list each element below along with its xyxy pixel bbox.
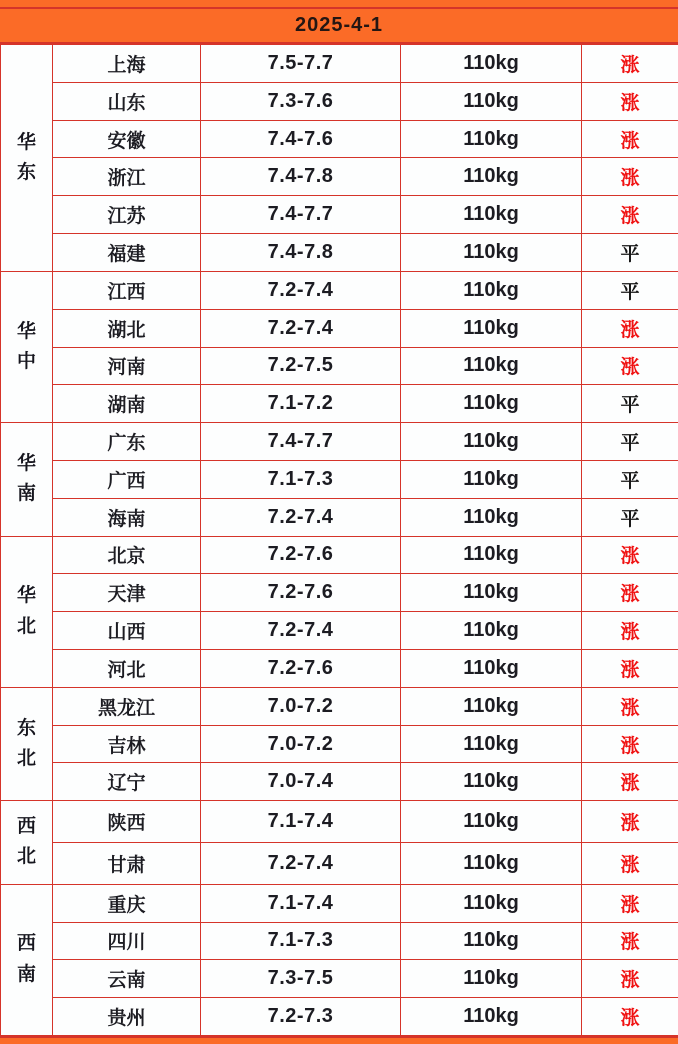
region-cell	[1, 687, 53, 800]
price-range: 7.2-7.6	[201, 536, 401, 574]
region-label: 华南	[16, 452, 36, 505]
table-row	[1, 158, 678, 196]
table-row	[1, 612, 678, 650]
trend-value: 涨	[582, 45, 678, 83]
price-range: 7.4-7.8	[201, 158, 401, 196]
table-row	[1, 196, 678, 234]
weight-value: 110kg	[401, 158, 582, 196]
region-label: 西南	[16, 933, 36, 985]
trend-value: 平	[582, 423, 678, 461]
province-name: 辽宁	[53, 763, 201, 801]
trend-value: 涨	[582, 922, 678, 960]
province-name: 甘肃	[53, 842, 201, 884]
table-row	[1, 763, 678, 801]
weight-value: 110kg	[401, 196, 582, 234]
weight-value: 110kg	[401, 801, 582, 843]
province-name: 江苏	[53, 196, 201, 234]
table-row	[1, 687, 678, 725]
price-range: 7.2-7.4	[201, 271, 401, 309]
price-range: 7.2-7.4	[201, 498, 401, 536]
table-row	[1, 82, 678, 120]
price-range: 7.4-7.8	[201, 234, 401, 272]
price-range: 7.2-7.4	[201, 842, 401, 884]
province-name: 海南	[53, 498, 201, 536]
price-range: 7.0-7.4	[201, 763, 401, 801]
region-label: 西北	[16, 816, 36, 868]
region-cell	[1, 801, 53, 884]
province-name: 福建	[53, 234, 201, 272]
table-row	[1, 234, 678, 272]
trend-value: 平	[582, 234, 678, 272]
region-label: 东北	[16, 717, 36, 770]
province-name: 山西	[53, 612, 201, 650]
province-name: 广西	[53, 460, 201, 498]
price-range: 7.2-7.5	[201, 347, 401, 385]
trend-value: 涨	[582, 574, 678, 612]
trend-value: 涨	[582, 650, 678, 688]
weight-value: 110kg	[401, 82, 582, 120]
trend-value: 涨	[582, 960, 678, 998]
province-name: 北京	[53, 536, 201, 574]
province-name: 广东	[53, 423, 201, 461]
price-range: 7.1-7.3	[201, 460, 401, 498]
table-row	[1, 998, 678, 1036]
table-row	[1, 801, 678, 843]
weight-value: 110kg	[401, 120, 582, 158]
weight-value: 110kg	[401, 347, 582, 385]
weight-value: 110kg	[401, 612, 582, 650]
weight-value: 110kg	[401, 498, 582, 536]
table-row	[1, 309, 678, 347]
table-row	[1, 498, 678, 536]
price-range: 7.0-7.2	[201, 725, 401, 763]
province-name: 黑龙江	[53, 687, 201, 725]
price-range: 7.2-7.3	[201, 998, 401, 1036]
weight-value: 110kg	[401, 960, 582, 998]
price-range: 7.2-7.4	[201, 612, 401, 650]
province-name: 重庆	[53, 884, 201, 922]
trend-value: 涨	[582, 763, 678, 801]
weight-value: 110kg	[401, 763, 582, 801]
top-orange-strip	[0, 0, 678, 9]
date-header	[0, 9, 678, 44]
region-label: 华中	[16, 320, 36, 372]
province-name: 贵州	[53, 998, 201, 1036]
price-range: 7.1-7.2	[201, 385, 401, 423]
date-text: 2025-4-1	[294, 14, 384, 36]
province-name: 四川	[53, 922, 201, 960]
price-range: 7.2-7.6	[201, 650, 401, 688]
trend-value: 平	[582, 460, 678, 498]
region-label: 华东	[16, 131, 36, 183]
table-row	[1, 423, 678, 461]
table-row	[1, 574, 678, 612]
province-name: 山东	[53, 82, 201, 120]
province-name: 天津	[53, 574, 201, 612]
trend-value: 涨	[582, 536, 678, 574]
price-range: 7.2-7.6	[201, 574, 401, 612]
weight-value: 110kg	[401, 998, 582, 1036]
trend-value: 平	[582, 271, 678, 309]
price-range: 7.0-7.2	[201, 687, 401, 725]
price-range: 7.3-7.6	[201, 82, 401, 120]
table-row	[1, 842, 678, 884]
weight-value: 110kg	[401, 922, 582, 960]
table-row	[1, 960, 678, 998]
table-row	[1, 460, 678, 498]
price-range: 7.4-7.6	[201, 120, 401, 158]
weight-value: 110kg	[401, 725, 582, 763]
province-name: 浙江	[53, 158, 201, 196]
table-row	[1, 120, 678, 158]
weight-value: 110kg	[401, 385, 582, 423]
province-name: 吉林	[53, 725, 201, 763]
trend-value: 平	[582, 498, 678, 536]
table-row	[1, 271, 678, 309]
weight-value: 110kg	[401, 234, 582, 272]
trend-value: 涨	[582, 158, 678, 196]
province-name: 上海	[53, 45, 201, 83]
weight-value: 110kg	[401, 574, 582, 612]
trend-value: 涨	[582, 196, 678, 234]
table-row	[1, 45, 678, 83]
province-name: 陕西	[53, 801, 201, 843]
trend-value: 涨	[582, 998, 678, 1036]
province-name: 安徽	[53, 120, 201, 158]
price-range: 7.4-7.7	[201, 196, 401, 234]
trend-value: 涨	[582, 801, 678, 843]
table-row	[1, 347, 678, 385]
price-range: 7.4-7.7	[201, 423, 401, 461]
trend-value: 涨	[582, 612, 678, 650]
price-range: 7.5-7.7	[201, 45, 401, 83]
table-row	[1, 536, 678, 574]
weight-value: 110kg	[401, 309, 582, 347]
table-row	[1, 725, 678, 763]
province-name: 云南	[53, 960, 201, 998]
province-name: 江西	[53, 271, 201, 309]
weight-value: 110kg	[401, 687, 582, 725]
trend-value: 涨	[582, 82, 678, 120]
province-name: 湖南	[53, 385, 201, 423]
trend-value: 涨	[582, 884, 678, 922]
table-row	[1, 884, 678, 922]
region-cell	[1, 884, 53, 1035]
price-range: 7.3-7.5	[201, 960, 401, 998]
price-range: 7.2-7.4	[201, 309, 401, 347]
region-cell	[1, 536, 53, 687]
weight-value: 110kg	[401, 884, 582, 922]
price-range: 7.1-7.4	[201, 884, 401, 922]
price-range: 7.1-7.3	[201, 922, 401, 960]
price-range: 7.1-7.4	[201, 801, 401, 843]
region-cell	[1, 423, 53, 536]
trend-value: 涨	[582, 309, 678, 347]
weight-value: 110kg	[401, 423, 582, 461]
region-cell	[1, 271, 53, 422]
trend-value: 涨	[582, 842, 678, 884]
weight-value: 110kg	[401, 460, 582, 498]
trend-value: 涨	[582, 120, 678, 158]
trend-value: 涨	[582, 687, 678, 725]
weight-value: 110kg	[401, 650, 582, 688]
table-row	[1, 650, 678, 688]
bottom-orange-strip	[0, 1036, 678, 1044]
trend-value: 涨	[582, 725, 678, 763]
weight-value: 110kg	[401, 842, 582, 884]
weight-value: 110kg	[401, 536, 582, 574]
weight-value: 110kg	[401, 271, 582, 309]
price-table	[0, 44, 678, 1036]
region-cell	[1, 45, 53, 272]
weight-value: 110kg	[401, 45, 582, 83]
region-label: 华北	[16, 585, 36, 637]
trend-value: 平	[582, 385, 678, 423]
province-name: 河南	[53, 347, 201, 385]
table-row	[1, 922, 678, 960]
province-name: 河北	[53, 650, 201, 688]
province-name: 湖北	[53, 309, 201, 347]
trend-value: 涨	[582, 347, 678, 385]
table-row	[1, 385, 678, 423]
